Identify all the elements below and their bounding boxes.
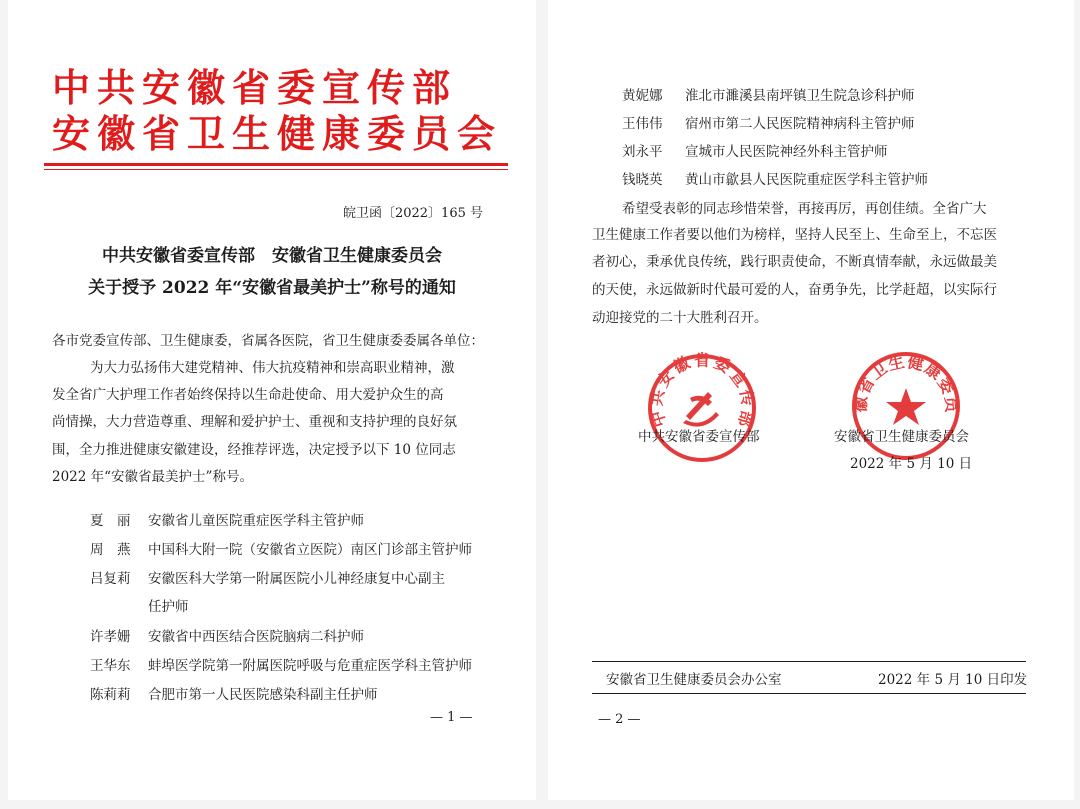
- honoree-unit: 宣城市人民医院神经外科主管护师: [685, 144, 888, 160]
- page-2: [548, 0, 1074, 800]
- honoree-name: 王华东: [90, 658, 131, 674]
- header-line-1: 中共安徽省委宣传部: [52, 65, 458, 110]
- title-line-2: 关于授予 2022 年“安徽省最美护士”称号的通知: [88, 278, 456, 298]
- page-1: [8, 0, 536, 800]
- honoree-name: 黄妮娜: [622, 88, 663, 104]
- header-line-2: 安徽省卫生健康委员会: [52, 111, 503, 156]
- honoree-name: 夏 丽: [90, 513, 131, 529]
- body-line: 尚情操，大力营造尊重、理解和爱护护士、重视和支持护理的良好氛: [52, 414, 457, 430]
- honoree-name: 周 燕: [90, 542, 131, 558]
- honoree-name: 吕复莉: [90, 571, 131, 587]
- honoree-unit: 安徽省儿童医院重症医学科主管护师: [148, 513, 364, 529]
- honoree-unit: 黄山市歙县人民医院重症医学科主管护师: [685, 172, 928, 188]
- honoree-name: 刘永平: [622, 144, 663, 160]
- signature-right: 安徽省卫生健康委员会: [834, 429, 969, 445]
- footer-issuer: 安徽省卫生健康委员会办公室: [606, 672, 782, 688]
- closing-line: 者初心，秉承优良传统，践行职责使命，不断真情奉献，永远做最美: [592, 254, 997, 270]
- closing-line: 动迎接党的二十大胜利召开。: [592, 310, 768, 326]
- closing-line: 希望受表彰的同志珍惜荣誉，再接再厉，再创佳绩。全省广大: [622, 201, 987, 217]
- health-commission-seal-stamp: [850, 350, 962, 462]
- party-seal-stamp: [646, 352, 758, 464]
- honoree-unit: 蚌埠医学院第一附属医院呼吸与危重症医学科主管护师: [148, 658, 472, 674]
- closing-line: 的天使，永远做新时代最可爱的人，奋勇争先，比学赶超，以实际行: [592, 282, 997, 298]
- document-number: 皖卫函〔2022〕165 号: [342, 206, 483, 221]
- signature-date: 2022 年 5 月 10 日: [850, 456, 973, 472]
- honoree-unit: 中国科大附一院（安徽省立医院）南区门诊部主管护师: [148, 542, 472, 558]
- signature-left: 中共安徽省委宣传部: [638, 429, 760, 445]
- page-number: — 2 —: [598, 712, 641, 727]
- body-line: 为大力弘扬伟大建党精神、伟大抗疫精神和崇高职业精神，激: [90, 360, 455, 376]
- honoree-unit: 合肥市第一人民医院感染科副主任护师: [148, 687, 378, 703]
- honoree-name: 陈莉莉: [90, 687, 131, 703]
- footer-bottom-rule: [592, 693, 1026, 694]
- body-line: 发全省广大护理工作者始终保持以生命赴使命、用大爱护众生的高: [52, 387, 444, 403]
- honoree-unit-continued: 任护师: [148, 599, 189, 615]
- svg-text:中共安徽省委宣传部: 中共安徽省委宣传部: [646, 352, 758, 430]
- honoree-unit: 淮北市濉溪县南坪镇卫生院急诊科护师: [685, 88, 915, 104]
- honoree-name: 王伟伟: [622, 116, 663, 132]
- svg-text:安徽省卫生健康委员会: 徽省卫生健康委员: [850, 352, 962, 414]
- page-number: — 1 —: [430, 710, 473, 725]
- body-line: 围，全力推进健康安徽建设，经推荐评选，决定授予以下 10 位同志: [52, 442, 456, 458]
- footer-top-rule: [592, 661, 1026, 662]
- honoree-unit: 安徽医科大学第一附属医院小儿神经康复中心副主: [148, 571, 445, 587]
- closing-line: 卫生健康工作者要以他们为榜样，坚持人民至上、生命至上，不忘医: [592, 227, 997, 243]
- footer-issue-date: 2022 年 5 月 10 日印发: [878, 672, 1028, 688]
- header-red-rule-thin: [44, 169, 508, 170]
- header-red-rule-thick: [44, 163, 508, 166]
- recipients: 各市党委宣传部、卫生健康委，省属各医院，省卫生健康委委属各单位：: [52, 333, 484, 349]
- body-line: 2022 年“安徽省最美护士”称号。: [52, 469, 253, 485]
- honoree-unit: 安徽省中西医结合医院脑病二科护师: [148, 629, 364, 645]
- honoree-name: 许孝姗: [90, 629, 131, 645]
- title-line-1: 中共安徽省委宣传部 安徽省卫生健康委员会: [102, 246, 442, 266]
- honoree-name: 钱晓英: [622, 172, 663, 188]
- honoree-unit: 宿州市第二人民医院精神病科主管护师: [685, 116, 915, 132]
